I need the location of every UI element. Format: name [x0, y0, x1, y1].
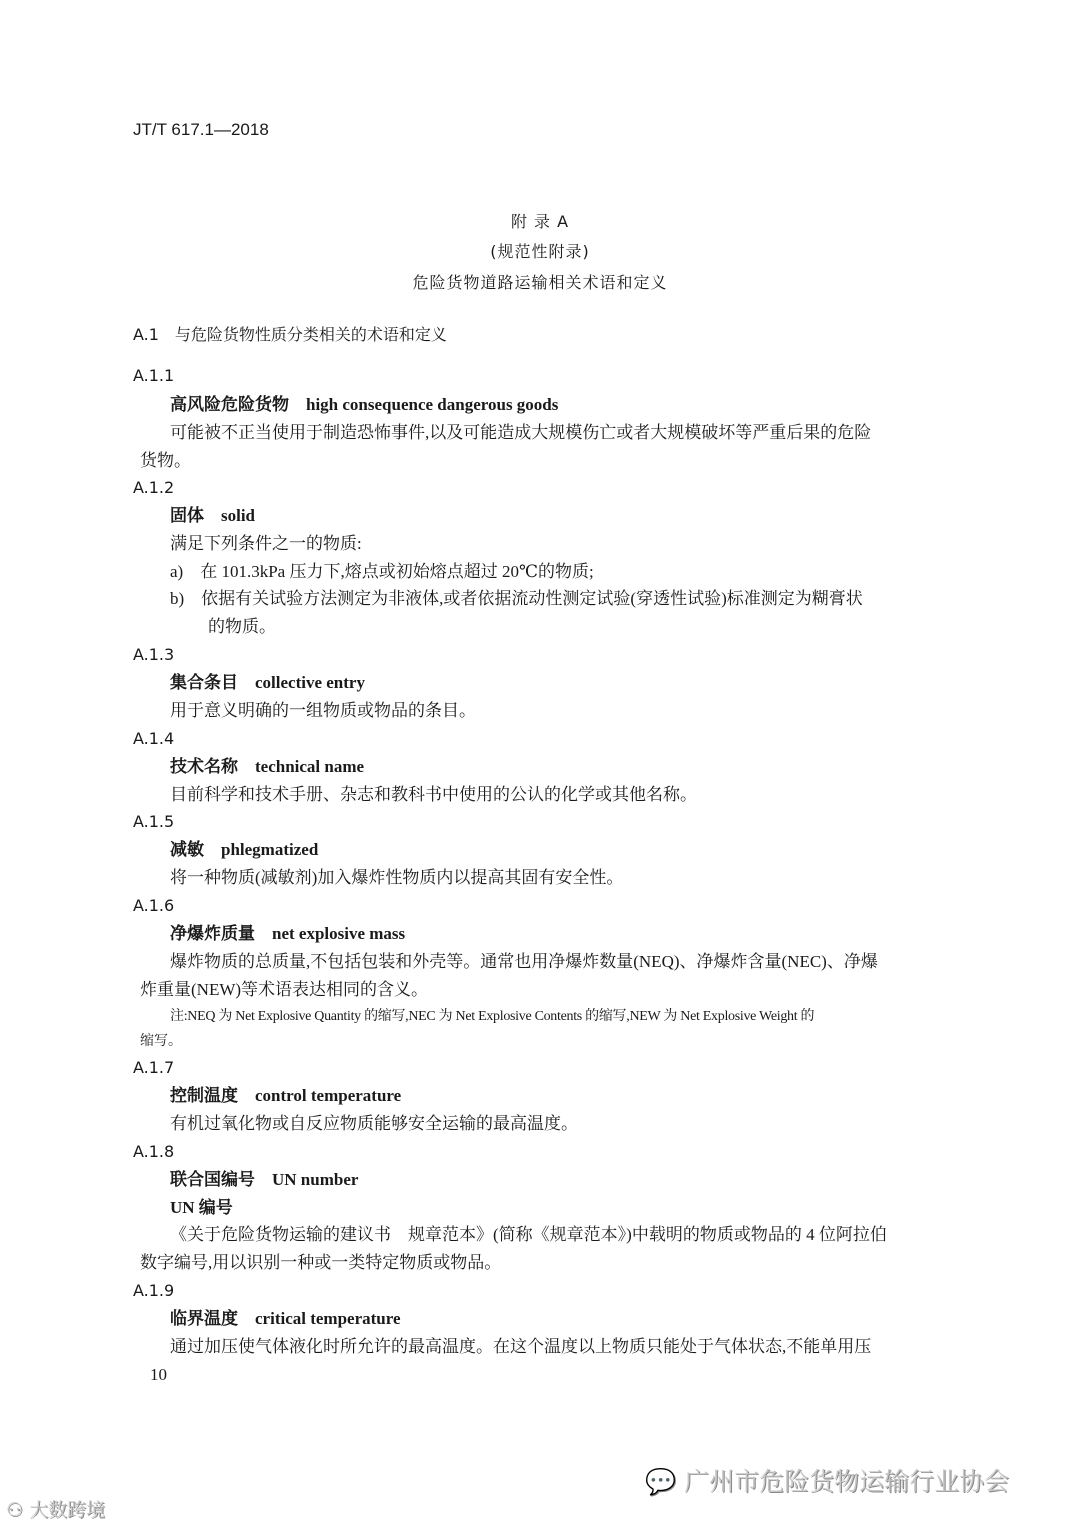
- term: 联合国编号 UN number: [170, 1170, 359, 1189]
- list-item: 的物质。: [208, 617, 276, 636]
- standard-number-header: JT/T 617.1—2018: [133, 120, 269, 139]
- clause-number: A.1.4: [133, 729, 175, 748]
- term: 临界温度 critical temperature: [170, 1309, 401, 1328]
- term: 技术名称 technical name: [170, 757, 365, 776]
- term: 固体 solid: [170, 506, 256, 525]
- clause-number: A.1.6: [133, 896, 175, 915]
- clause-number: A.1.9: [133, 1281, 175, 1300]
- clause-number: A.1.1: [133, 366, 175, 385]
- logo-icon: ⚇: [6, 1499, 24, 1521]
- wechat-watermark: [645, 1462, 1009, 1498]
- watermark-text: 大数跨境: [29, 1499, 106, 1521]
- paragraph: 有机过氧化物或自反应物质能够安全运输的最高温度。: [170, 1114, 578, 1133]
- page-number: 10: [150, 1365, 167, 1384]
- paragraph: 用于意义明确的一组物质或物品的条目。: [170, 701, 476, 720]
- appendix-type: (规范性附录): [490, 242, 590, 261]
- term: 高风险危险货物 high consequence dangerous goods: [170, 395, 559, 414]
- paragraph: 将一种物质(减敏剂)加入爆炸性物质内以提高其固有安全性。: [170, 868, 624, 887]
- appendix-name: 危险货物道路运输相关术语和定义: [412, 273, 668, 292]
- term: UN 编号: [170, 1198, 233, 1217]
- term: 净爆炸质量 net explosive mass: [170, 924, 406, 943]
- paragraph: 爆炸物质的总质量,不包括包装和外壳等。通常也用净爆炸数量(NEQ)、净爆炸含量(NEC)、净爆: [170, 952, 878, 971]
- paragraph: 满足下列条件之一的物质:: [170, 534, 362, 553]
- watermark-text: 广州市危险货物运输行业协会: [684, 1467, 1010, 1496]
- clause-number: A.1.2: [133, 478, 175, 497]
- paragraph: 可能被不正当使用于制造恐怖事件,以及可能造成大规模伤亡或者大规模破坏等严重后果的危险: [170, 423, 872, 442]
- note: 缩写。: [140, 1034, 182, 1049]
- clause-number: A.1.7: [133, 1058, 175, 1077]
- list-item: b) 依据有关试验方法测定为非液体,或者依据流动性测定试验(穿透性试验)标准测定为糊膏状: [170, 589, 863, 608]
- paragraph: 通过加压使气体液化时所允许的最高温度。在这个温度以上物质只能处于气体状态,不能单用压: [170, 1337, 872, 1356]
- clause-number: A.1.5: [133, 812, 175, 831]
- section-heading: A.1 与危险货物性质分类相关的术语和定义: [133, 325, 447, 344]
- list-item: a) 在 101.3kPa 压力下,熔点或初始熔点超过 20℃的物质;: [170, 562, 594, 581]
- wechat-icon: 💬: [645, 1467, 677, 1496]
- term: 控制温度 control temperature: [170, 1086, 402, 1105]
- paragraph: 炸重量(NEW)等术语表达相同的含义。: [140, 980, 429, 999]
- note: 注:NEQ 为 Net Explosive Quantity 的缩写,NEC 为 Net Explosive Contents 的缩写,NEW 为 Net Explosive Weight 的: [170, 1009, 815, 1024]
- clause-number: A.1.3: [133, 645, 175, 664]
- term: 减敏 phlegmatized: [170, 840, 319, 859]
- logo-watermark: [6, 1495, 105, 1522]
- paragraph: 货物。: [140, 451, 191, 470]
- appendix-title: 附 录 A: [510, 212, 570, 231]
- paragraph: 《关于危险货物运输的建议书 规章范本》(简称《规章范本》)中载明的物质或物品的 4 位阿拉伯: [170, 1225, 887, 1244]
- paragraph: 数字编号,用以识别一种或一类特定物质或物品。: [140, 1253, 502, 1272]
- paragraph: 目前科学和技术手册、杂志和教科书中使用的公认的化学或其他名称。: [170, 785, 697, 804]
- term: 集合条目 collective entry: [170, 673, 365, 692]
- clause-number: A.1.8: [133, 1142, 175, 1161]
